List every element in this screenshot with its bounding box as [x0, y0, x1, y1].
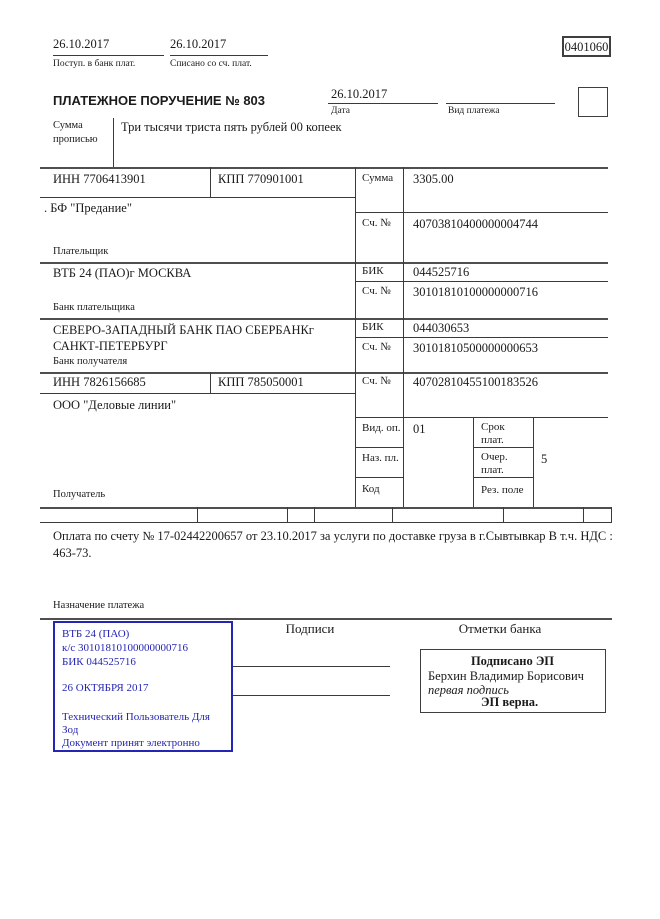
payer-name: . БФ "Предание"	[44, 201, 132, 215]
payer-inn: ИНН 7706413901	[53, 172, 146, 186]
payer-bank-name: ВТБ 24 (ПАО)г МОСКВА	[53, 266, 192, 280]
esignature-stamp-box	[420, 649, 606, 713]
table-border	[40, 318, 608, 320]
stamp-status: Документ принят электронно	[62, 737, 200, 749]
table-border	[314, 507, 315, 522]
table-border	[40, 507, 612, 509]
payer-bank-section-label: Банк плательщика	[53, 302, 135, 313]
divider-line	[446, 103, 555, 104]
beneficiary-bank-name: СЕВЕРО-ЗАПАДНЫЙ БАНК ПАО СБЕРБАНКг САНКТ-ПЕТЕРБУРГ	[53, 323, 314, 353]
beneficiary-inn: ИНН 7826156685	[53, 375, 146, 389]
sum-value: 3305.00	[413, 172, 454, 186]
table-border	[355, 281, 608, 282]
table-border	[473, 477, 533, 478]
payment-priority-label: Очер. плат.	[481, 451, 508, 476]
table-border	[355, 417, 608, 418]
beneficiary-bank-corr-account: 30101810500000000653	[413, 341, 538, 355]
beneficiary-bank-section-label: Банк получателя	[53, 356, 128, 367]
amount-words-label-line1: Сумма	[53, 120, 83, 131]
beneficiary-bank-bik-label: БИК	[362, 321, 384, 333]
amount-in-words: Три тысячи триста пять рублей 00 копеек	[121, 120, 342, 134]
table-border	[473, 447, 533, 448]
payment-assignment-label: Наз. пл.	[362, 452, 399, 464]
divider-line	[53, 55, 164, 56]
stamp-tech-user-line2: Зод	[62, 724, 79, 736]
payment-purpose-text: Оплата по счету № 17-02442200657 от 23.10.2017 за услуги по доставке груза в г.Сывтывкар В т.ч. НДС : 463-73.	[53, 529, 613, 560]
table-border	[355, 167, 356, 507]
table-border	[392, 507, 393, 522]
table-border	[40, 197, 355, 198]
stamp-corr-account: к/с 30101810100000000716	[62, 642, 189, 654]
stamp-bank-name: ВТБ 24 (ПАО)	[62, 628, 130, 640]
debited-from-account-label: Списано со сч. плат.	[170, 59, 252, 69]
signature-line	[233, 666, 390, 667]
beneficiary-bank-bik: 044030653	[413, 321, 470, 335]
divider-line	[113, 118, 114, 167]
beneficiary-kpp: КПП 785050001	[218, 375, 304, 389]
table-border	[583, 507, 584, 522]
table-border	[503, 507, 504, 522]
stamp-bik: БИК 044525716	[62, 656, 136, 668]
debited-from-account-date: 26.10.2017	[170, 37, 227, 51]
table-border	[355, 337, 608, 338]
signature-line	[233, 695, 390, 696]
beneficiary-bank-acc-label: Сч. №	[362, 341, 391, 353]
beneficiary-section-label: Получатель	[53, 489, 106, 500]
table-border	[210, 167, 211, 197]
payer-bank-acc-label: Сч. №	[362, 285, 391, 297]
document-title: ПЛАТЕЖНОЕ ПОРУЧЕНИЕ № 803	[53, 93, 266, 108]
table-border	[40, 522, 612, 523]
table-border	[197, 507, 198, 522]
document-date: 26.10.2017	[331, 87, 388, 101]
bank-marks-label: Отметки банка	[458, 621, 542, 636]
beneficiary-name: ООО "Деловые линии"	[53, 398, 177, 412]
table-border	[533, 417, 534, 507]
operation-type-label: Вид. оп.	[362, 422, 401, 434]
table-border	[40, 167, 608, 169]
payer-bank-corr-account: 30101810100000000716	[413, 285, 538, 299]
sum-label: Сумма	[362, 172, 394, 184]
payer-kpp: КПП 770901001	[218, 172, 304, 186]
table-border	[473, 417, 474, 507]
table-border	[611, 507, 612, 522]
code-label: Код	[362, 483, 380, 495]
payer-bank-bik-label: БИК	[362, 265, 384, 277]
operation-type-value: 01	[413, 422, 426, 436]
table-border	[210, 372, 211, 393]
esign-title: Подписано ЭП	[470, 654, 555, 668]
table-border	[355, 447, 403, 448]
beneficiary-account-number: 40702810455100183526	[413, 375, 538, 389]
payment-purpose-label: Назначение платежа	[53, 600, 145, 611]
payment-term-label: Срок плат.	[481, 421, 505, 446]
payer-bank-bik: 044525716	[413, 265, 470, 279]
received-in-bank-label: Поступ. в банк плат.	[53, 59, 136, 69]
esign-verdict: ЭП верна.	[481, 695, 539, 709]
table-border	[355, 477, 403, 478]
bank-acceptance-stamp	[53, 621, 233, 752]
divider-line	[40, 618, 612, 620]
beneficiary-acc-label: Сч. №	[362, 375, 391, 387]
table-border	[40, 372, 608, 374]
table-border	[355, 212, 608, 213]
status-code-box	[578, 87, 608, 117]
table-border	[403, 167, 404, 507]
payer-account-label: Сч. №	[362, 217, 391, 229]
stamp-tech-user-line1: Технический Пользователь Для	[62, 711, 210, 723]
esign-signature-type: первая подпись	[428, 683, 509, 697]
date-label: Дата	[331, 106, 350, 116]
form-code-box	[562, 36, 611, 57]
table-border	[287, 507, 288, 522]
divider-line	[170, 55, 268, 56]
payment-type-label: Вид платежа	[448, 106, 500, 116]
stamp-date: 26 ОКТЯБРЯ 2017	[62, 682, 149, 694]
amount-words-label-line2: прописью	[53, 134, 98, 145]
payer-section-label: Плательщик	[53, 246, 109, 257]
table-border	[40, 262, 608, 264]
payment-priority-value: 5	[541, 452, 548, 466]
payer-account-number: 40703810400000004744	[413, 217, 538, 231]
signatures-label: Подписи	[285, 621, 335, 636]
divider-line	[328, 103, 438, 104]
form-code: 0401060	[564, 40, 609, 54]
esign-signer-name: Берхин Владимир Борисович	[428, 669, 584, 683]
reserve-field-label: Рез. поле	[481, 484, 524, 496]
received-in-bank-date: 26.10.2017	[53, 37, 110, 51]
table-border	[40, 393, 355, 394]
